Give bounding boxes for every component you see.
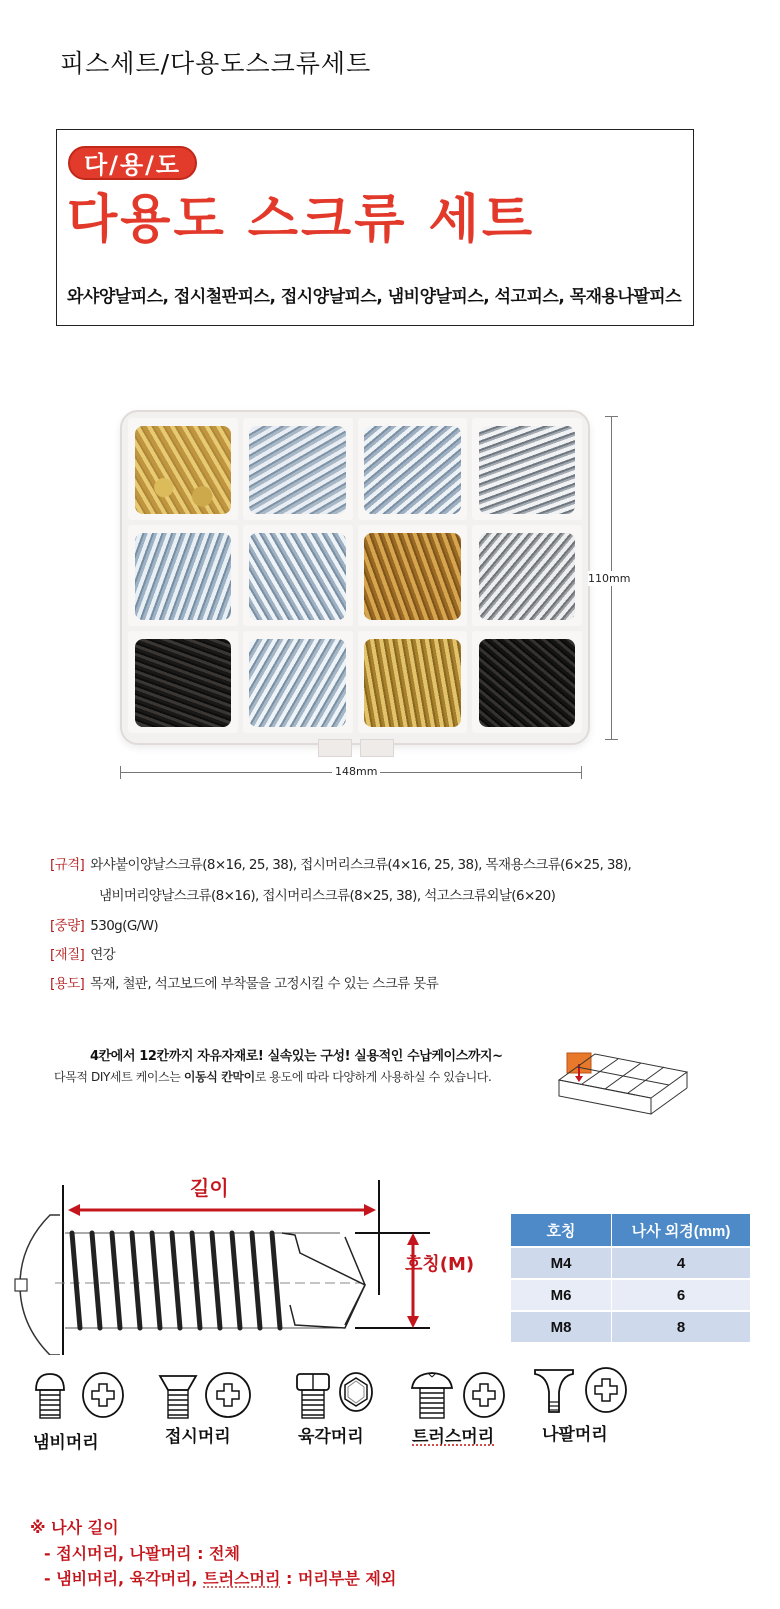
table-row: [511, 1312, 750, 1342]
flat-head-icon: [158, 1370, 258, 1420]
spec-key: [중량]: [50, 918, 85, 934]
spec-value: 530g(G/W): [90, 918, 159, 934]
compartment-gold: [128, 418, 238, 520]
hex-head-icon: [293, 1370, 383, 1420]
head-label-hex: 육각머리: [298, 1427, 364, 1447]
table-row: [511, 1248, 750, 1278]
table-cell-diameter: 8: [612, 1312, 750, 1342]
length-note-line-2: [44, 1566, 396, 1589]
case-desc-prefix: 다목적 DIY세트 케이스는: [54, 1070, 184, 1084]
table-header-row: [511, 1214, 750, 1246]
case-latch: [360, 739, 394, 757]
product-photo-case: [120, 410, 590, 745]
banner-title: 다용도 스크류 세트: [67, 190, 536, 250]
table-cell-diameter: 4: [612, 1248, 750, 1278]
spec-row-material: [50, 943, 115, 963]
compartment-zinc: [358, 418, 468, 520]
note-text: - 냄비머리, 육각머리,: [44, 1569, 204, 1588]
nominal-label: 호칭(M): [405, 1254, 475, 1275]
spec-key: [규격]: [50, 857, 85, 873]
table-cell-nominal: M4: [511, 1248, 611, 1278]
case-latch: [318, 739, 352, 757]
table-row: [511, 1280, 750, 1310]
pan-head-icon: [30, 1370, 130, 1420]
divider-case-icon: [555, 1050, 695, 1120]
spec-row-usage: [50, 972, 438, 992]
compartment-zinc: [128, 525, 238, 627]
case-desc-bold: 이동식 칸막이: [183, 1070, 255, 1084]
case-description: [54, 1068, 491, 1085]
note-text-underlined: 트러스머리: [203, 1569, 281, 1588]
note-text: : 머리부분 제외: [280, 1569, 397, 1588]
height-dimension-label: 110mm: [588, 572, 631, 585]
compartment-black: [128, 631, 238, 733]
table-cell-nominal: M8: [511, 1312, 611, 1342]
product-banner: [56, 129, 694, 326]
compartment-zinc: [472, 418, 582, 520]
length-note-title: ※ 나사 길이: [30, 1518, 119, 1537]
compartment-zinc: [243, 631, 353, 733]
spec-value: 목재, 철판, 석고보드에 부착물을 고정시킬 수 있는 스크류 못류: [90, 976, 439, 992]
spec-value: 와샤붙이양날스크류(8×16, 25, 38), 접시머리스크류(4×16, 25, 38), 목재용스크류(6×25, 38),: [90, 857, 632, 873]
head-label-pan: 냄비머리: [33, 1433, 99, 1453]
spec-key: [용도]: [50, 976, 85, 992]
compartment-black: [472, 631, 582, 733]
compartment-zinc: [243, 418, 353, 520]
compartment-grid: [128, 418, 582, 733]
spec-key: [재질]: [50, 947, 85, 963]
head-label-truss: 트러스머리: [412, 1427, 495, 1447]
truss-head-icon: [410, 1368, 510, 1420]
spec-row-standard: [50, 853, 631, 873]
compartment-gold: [358, 631, 468, 733]
thread-size-table: [510, 1212, 751, 1344]
category-pill: 다/용/도: [68, 146, 197, 180]
case-headline: 4칸에서 12칸까지 자유자재로! 실속있는 구성! 실용적인 수납케이스까지~: [90, 1049, 503, 1064]
table-header-nominal: 호칭: [511, 1214, 611, 1246]
table-header-diameter: 나사 외경(mm): [612, 1214, 750, 1246]
spec-value: 연강: [90, 947, 116, 963]
bugle-head-icon: [533, 1366, 633, 1418]
compartment-zinc: [243, 525, 353, 627]
table-cell-diameter: 6: [612, 1280, 750, 1310]
case-desc-suffix: 로 용도에 따라 다양하게 사용하실 수 있습니다.: [254, 1070, 492, 1084]
head-label-flat: 접시머리: [165, 1427, 231, 1447]
compartment-gold: [358, 525, 468, 627]
spec-row-standard-cont: [99, 884, 555, 904]
banner-subtitle: 와샤양날피스, 접시철판피스, 접시양날피스, 냄비양날피스, 석고피스, 목재용나팔피스: [67, 287, 682, 307]
width-dimension-label: 148mm: [332, 765, 380, 778]
length-note-line-1: - 접시머리, 나팔머리 : 전체: [44, 1544, 240, 1563]
table-cell-nominal: M6: [511, 1280, 611, 1310]
spec-row-weight: [50, 914, 158, 934]
spec-value: 냄비머리양날스크류(8×16), 접시머리스크류(8×25, 38), 석고스크류외날(6×20): [99, 888, 556, 904]
page-title: 피스세트/다용도스크류세트: [60, 49, 372, 78]
compartment-zinc: [472, 525, 582, 627]
head-label-bugle: 나팔머리: [542, 1425, 608, 1445]
length-label: 길이: [190, 1176, 229, 1200]
